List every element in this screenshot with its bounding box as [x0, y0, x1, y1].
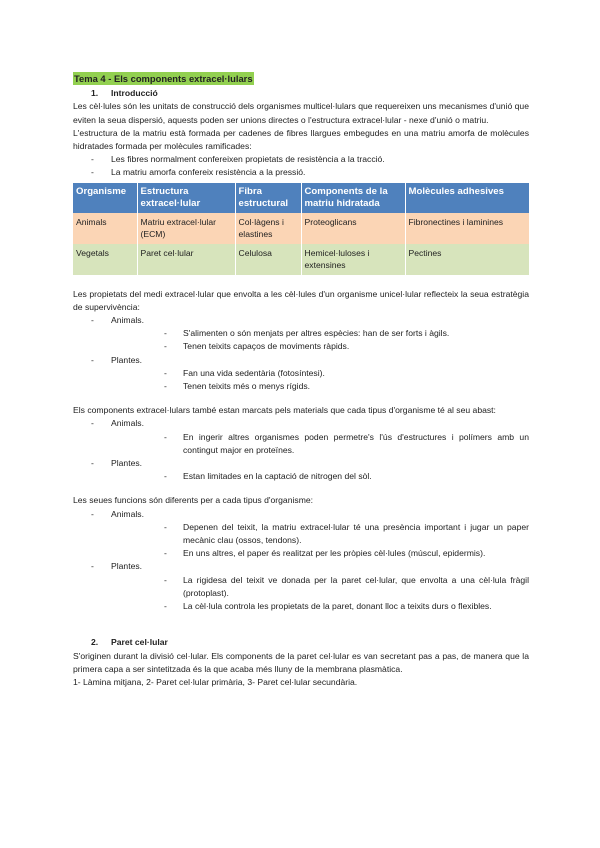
- list-item: - Animals. - S'alimenten o són menjats per altres espècies: han de ser forts i àgils. - Tenen teixits capaços de moviments ràpids.: [73, 314, 529, 354]
- paragraph: Les cèl·lules són les unitats de construcció dels organismes multicel·lulars que requereixen uns mecanismes d'unió que eviten la seua dispersió, aquests poden ser unions directes o l'estructura extracel·lular - nexe d'unió o matriu.: [73, 101, 529, 125]
- sub-list-item: - Tenen teixits més o menys rígids.: [111, 380, 529, 393]
- table-cell: Vegetals: [73, 244, 137, 275]
- functions-list: [73, 508, 529, 614]
- table-row: [73, 244, 529, 275]
- sub-list-item: - En uns altres, el paper és realitzat per les pròpies cèl·lules (múscul, epidermis).: [111, 547, 529, 560]
- list-item: - Les fibres normalment confereixen propietats de resistència a la tracció.: [73, 153, 529, 166]
- table-header: Fibra estructural: [235, 183, 301, 213]
- document-title: Tema 4 - Els components extracel·lulars: [74, 73, 253, 84]
- table-cell: Col·làgens i elastines: [235, 213, 301, 244]
- table-cell: Celulosa: [235, 244, 301, 275]
- table-cell: Fibronectines i laminines: [405, 213, 529, 244]
- sub-list-item: - La cèl·lula controla les propietats de la paret, donant lloc a teixits durs o flexibles.: [111, 600, 529, 613]
- list-item: - Animals. - En ingerir altres organismes poden permetre's l'ús d'estructures i polímers amb un contingut major en proteïnes.: [73, 417, 529, 457]
- sub-list-item: - La rigidesa del teixit ve donada per la paret cel·lular, que envolta a una cèl·lula fràgil (protoplast).: [111, 574, 529, 600]
- table-cell: Pectines: [405, 244, 529, 275]
- list-item: - Animals. - Depenen del teixit, la matriu extracel·lular té una presència important i jugar un paper mecànic clau (ossos, tendons). - En uns altres, el paper és realitzat per les pròpies cèl·lules (múscul, epidermis).: [73, 508, 529, 561]
- sub-list-item: - Depenen del teixit, la matriu extracel·lular té una presència important i jugar un paper mecànic clau (ossos, tendons).: [111, 521, 529, 547]
- table-cell: Animals: [73, 213, 137, 244]
- paragraph: Les seues funcions són diferents per a cada tipus d'organisme:: [73, 495, 314, 506]
- list-item: - La matriu amorfa confereix resistència a la pressió.: [73, 166, 529, 179]
- bullet-list: [73, 153, 529, 179]
- table-header: Molècules adhesives: [405, 183, 529, 213]
- paragraph: Les propietats del medi extracel·lular que envolta a les cèl·lules d'un organisme unicel·lular reflecteix la seua estratègia de supervivència:: [73, 288, 529, 312]
- survival-list: [73, 314, 529, 393]
- paragraph: Els components extracel·lulars també estan marcats pels materials que cada tipus d'organisme té al seu abast:: [73, 405, 496, 416]
- materials-list: [73, 417, 529, 483]
- table-header-row: [73, 183, 529, 213]
- sub-list-item: - S'alimenten o són menjats per altres espècies: han de ser forts i àgils.: [111, 327, 529, 340]
- sub-list-item: - En ingerir altres organismes poden permetre's l'ús d'estructures i polímers amb un contingut major en proteïnes.: [111, 431, 529, 457]
- table-header: Estructura extracel·lular: [137, 183, 235, 213]
- list-item: - Plantes. - Estan limitades en la captació de nitrogen del sòl.: [73, 457, 529, 483]
- table-header: Components de la matriu hidratada: [301, 183, 405, 213]
- paragraph: L'estructura de la matriu està formada per cadenes de fibres llargues embegudes en una matriu amorfa de molècules hidratades formada per molècules ramificades:: [73, 127, 529, 152]
- paragraph: S'originen durant la divisió cel·lular. Els components de la paret cel·lular es van secretant pas a pas, de manera que la primera capa a ser sintetitzada és la que acaba més lluny de la membrana plasmàtica.: [73, 650, 529, 674]
- section-1-heading: 1. Introducció: [91, 88, 158, 99]
- sub-list-item: - Fan una vida sedentària (fotosíntesi).: [111, 367, 529, 380]
- table-cell: Proteoglicans: [301, 213, 405, 244]
- table-cell: Matriu extracel·lular (ECM): [137, 213, 235, 244]
- document-page: [73, 72, 529, 689]
- section-2-heading: 2. Paret cel·lular: [91, 637, 168, 648]
- table-cell: Hemicel·luloses i extensines: [301, 244, 405, 275]
- sub-list-item: - Estan limitades en la captació de nitrogen del sòl.: [111, 470, 529, 483]
- table-header: Organisme: [73, 183, 137, 213]
- table-cell: Paret cel·lular: [137, 244, 235, 275]
- list-item: - Plantes. - La rigidesa del teixit ve donada per la paret cel·lular, que envolta a una cèl·lula fràgil (protoplast). - La cèl·lula controla les propietats de la paret, donant lloc a teixits durs o flexibles.: [73, 560, 529, 613]
- sub-list-item: - Tenen teixits capaços de moviments ràpids.: [111, 340, 529, 353]
- table-row: [73, 213, 529, 244]
- comparison-table: [73, 183, 529, 275]
- paragraph: 1- Làmina mitjana, 2- Paret cel·lular primària, 3- Paret cel·lular secundària.: [73, 676, 358, 687]
- list-item: - Plantes. - Fan una vida sedentària (fotosíntesi). - Tenen teixits més o menys rígids.: [73, 354, 529, 394]
